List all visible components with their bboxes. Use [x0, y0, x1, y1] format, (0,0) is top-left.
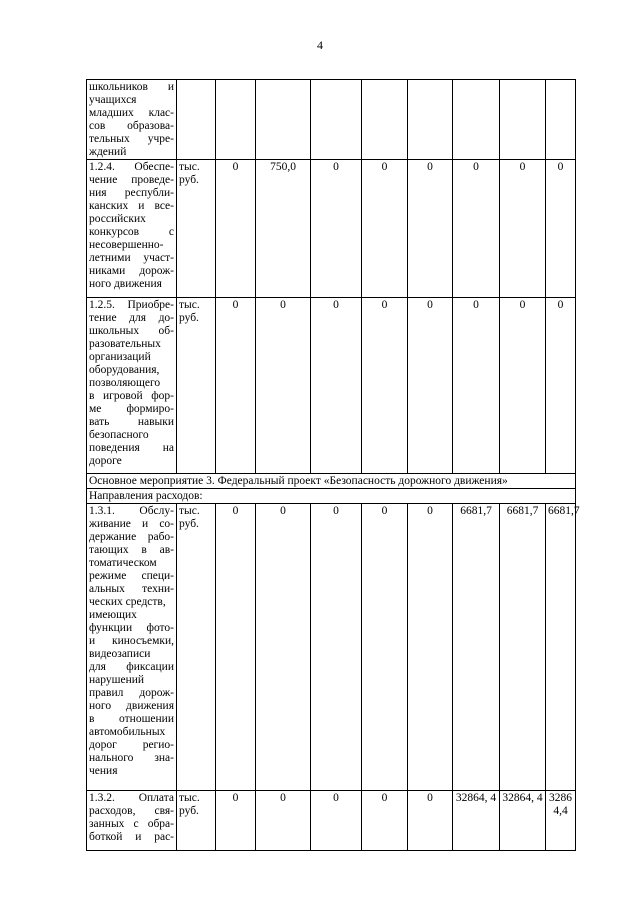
value-cell: 0: [256, 298, 311, 474]
value-cell: 0: [546, 298, 576, 474]
value-cell: 0: [408, 298, 453, 474]
value-cell: 6681,7: [500, 504, 546, 791]
value-cell: [256, 80, 311, 160]
value-cell: 0: [546, 160, 576, 298]
unit-cell: [177, 80, 216, 160]
value-cell: 0: [362, 298, 408, 474]
value-cell: 32864, 4: [453, 791, 500, 851]
value-cell: 0: [256, 791, 311, 851]
value-cell: [453, 80, 500, 160]
value-cell: 0: [216, 298, 256, 474]
page-number: 4: [317, 38, 323, 52]
value-cell: 0: [311, 791, 362, 851]
value-cell: 0: [311, 160, 362, 298]
value-cell: 0: [453, 160, 500, 298]
unit-cell: тыс. руб.: [177, 160, 216, 298]
table-row: [87, 298, 576, 474]
value-cell: 0: [362, 160, 408, 298]
table-row: [87, 474, 576, 489]
subsection-heading: Направления расходов:: [87, 489, 576, 504]
item-name-cell: 1.2.5. Приобре- тение для до- школьных об- разовательных организаций оборудования, позволяющего в игровой фор- ме формиро- вать навыки безопасного поведения на дороге: [87, 298, 177, 474]
value-cell: 0: [311, 298, 362, 474]
value-cell: 0: [408, 160, 453, 298]
table-row: [87, 489, 576, 504]
value-cell: 0: [408, 504, 453, 791]
value-cell: [311, 80, 362, 160]
value-cell: 0: [408, 791, 453, 851]
value-cell: [546, 80, 576, 160]
value-cell: 0: [500, 298, 546, 474]
value-cell: 6681,7: [546, 504, 576, 791]
value-cell: 6681,7: [453, 504, 500, 791]
value-cell: 32864, 4: [500, 791, 546, 851]
item-name-cell: 1.3.1. Обслу- живание и со- держание рабо- тающих в ав- томатическом режиме специ- альных техни- ческих средств, имеющих функции фото- и киносъемки, видеозаписи для фиксации нарушений правил дорож- ного движения в отношении автомобильных дорог регио- нального зна- чения: [87, 504, 177, 791]
unit-cell: тыс. руб.: [177, 504, 216, 791]
table-row: [87, 791, 576, 851]
value-cell: 0: [362, 504, 408, 791]
value-cell: [408, 80, 453, 160]
table-row: [87, 80, 576, 160]
unit-cell: тыс. руб.: [177, 298, 216, 474]
value-cell: 0: [216, 504, 256, 791]
value-cell: 0: [216, 791, 256, 851]
budget-table: [86, 79, 580, 851]
value-cell: 0: [500, 160, 546, 298]
table-row: [87, 504, 576, 791]
value-cell: 3286 4,4: [546, 791, 576, 851]
section-heading: Основное мероприятие 3. Федеральный проект «Безопасность дорожного движения»: [87, 474, 576, 489]
value-cell: [500, 80, 546, 160]
value-cell: [216, 80, 256, 160]
value-cell: 0: [216, 160, 256, 298]
item-name-cell: 1.2.4. Обеспе- чение проведе- ния республи- канских и все- российских конкурсов с несовершенно- летними участ- никами дорож- ного движения: [87, 160, 177, 298]
item-name-cell: 1.3.2. Оплата расходов, свя- занных с обра- боткой и рас-: [87, 791, 177, 851]
value-cell: 750,0: [256, 160, 311, 298]
unit-cell: тыс. руб.: [177, 791, 216, 851]
value-cell: 0: [453, 298, 500, 474]
value-cell: 0: [362, 791, 408, 851]
value-cell: 0: [311, 504, 362, 791]
value-cell: 0: [256, 504, 311, 791]
table-row: [87, 160, 576, 298]
item-name-cell: школьников и учащихся младших клас- сов образова- тельных учре- ждений: [87, 80, 177, 160]
value-cell: [362, 80, 408, 160]
